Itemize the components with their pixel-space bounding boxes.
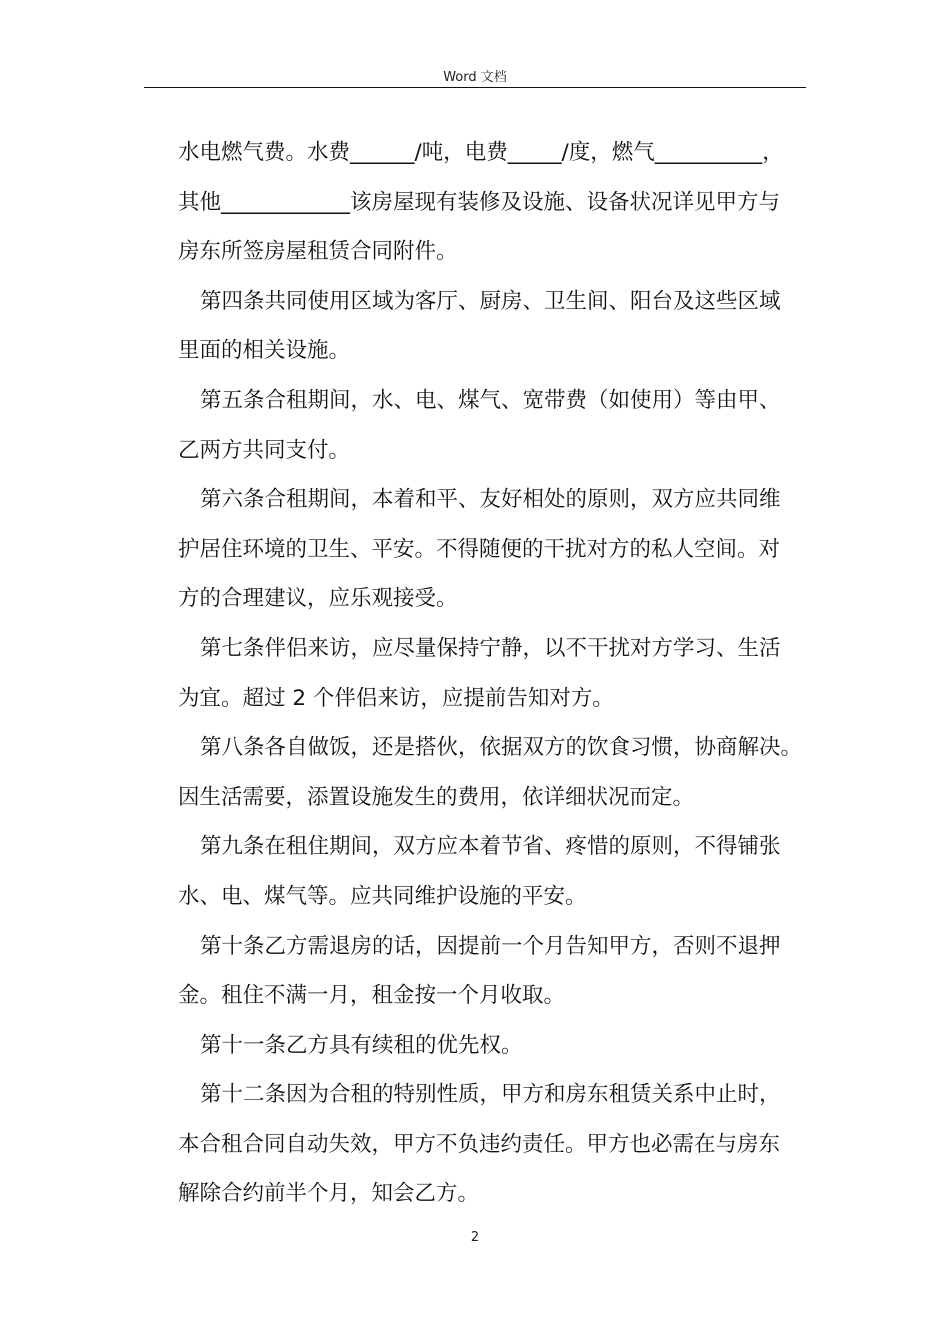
article-12-line: 解除合约前半个月，知会乙方。 — [178, 1181, 480, 1207]
article-10-line: 第十条乙方需退房的话，因提前一个月告知甲方，否则不退押 — [200, 933, 781, 959]
article-9-line: 水、电、煤气等。应共同维护设施的平安。 — [178, 883, 587, 909]
article-4-line: 第四条共同使用区域为客厅、厨房、卫生间、阳台及这些区域 — [200, 288, 781, 314]
article-5-line: 乙两方共同支付。 — [178, 437, 351, 463]
body-line: 其他____________该房屋现有装修及设施、设备状况详见甲方与 — [178, 189, 781, 215]
header-divider — [144, 87, 806, 88]
article-5-line: 第五条合租期间，水、电、煤气、宽带费（如使用）等由甲、 — [200, 387, 781, 413]
body-line: 房东所签房屋租赁合同附件。 — [178, 239, 458, 265]
article-7-line: 为宜。超过 2 个伴侣来访，应提前告知对方。 — [178, 685, 614, 711]
article-12-line: 第十二条因为合租的特别性质，甲方和房东租赁关系中止时， — [200, 1082, 781, 1108]
article-8-line: 第八条各自做饭，还是搭伙，依据双方的饮食习惯，协商解决。 — [200, 735, 803, 761]
article-12-line: 本合租合同自动失效，甲方不负违约责任。甲方也必需在与房东 — [178, 1131, 781, 1157]
article-4-line: 里面的相关设施。 — [178, 338, 351, 364]
article-6-line: 第六条合租期间，本着和平、友好相处的原则，双方应共同维 — [200, 487, 781, 513]
article-8-line: 因生活需要，添置设施发生的费用，依详细状况而定。 — [178, 784, 695, 810]
body-line: 水电燃气费。水费______/吨，电费_____/度，燃气__________， — [178, 140, 784, 165]
document-body — [178, 128, 818, 1219]
article-6-line: 护居住环境的卫生、平安。不得随便的干扰对方的私人空间。对 — [178, 536, 781, 562]
article-6-line: 方的合理建议，应乐观接受。 — [178, 586, 458, 612]
page-header: Word 文档 — [443, 70, 507, 85]
page-number: 2 — [470, 1230, 480, 1245]
article-11-line: 第十一条乙方具有续租的优先权。 — [200, 1032, 523, 1058]
article-9-line: 第九条在租住期间，双方应本着节省、疼惜的原则，不得铺张 — [200, 834, 781, 860]
article-7-line: 第七条伴侣来访，应尽量保持宁静，以不干扰对方学习、生活 — [200, 635, 781, 661]
article-10-line: 金。租住不满一月，租金按一个月收取。 — [178, 983, 566, 1009]
